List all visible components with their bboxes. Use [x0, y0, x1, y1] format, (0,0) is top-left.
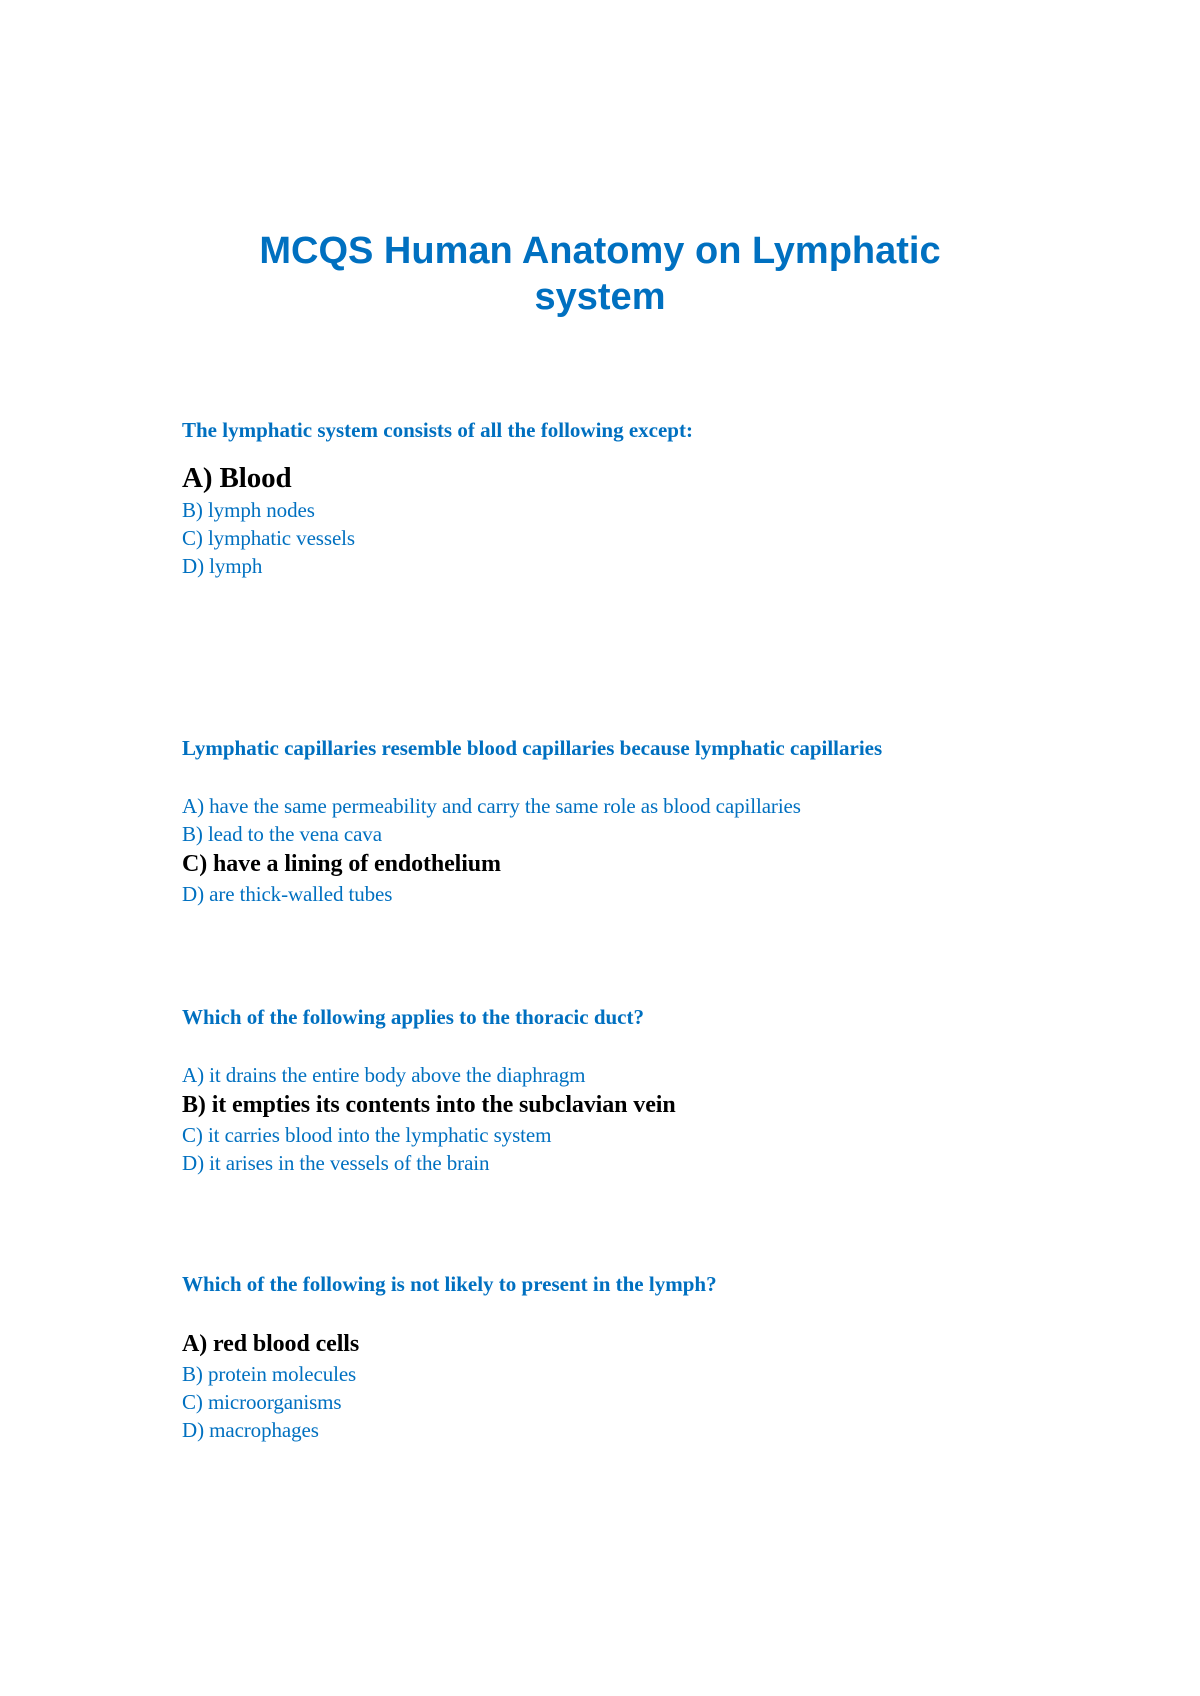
question-text: Which of the following is not likely to present in the lymph? [182, 1272, 717, 1296]
document-title [0, 228, 1200, 320]
option: C) it carries blood into the lymphatic system [182, 1123, 552, 1147]
option: D) macrophages [182, 1418, 319, 1442]
option: D) it arises in the vessels of the brain [182, 1151, 490, 1175]
option-correct: A) red blood cells [182, 1331, 360, 1357]
question-3 [182, 1003, 1142, 1177]
option: D) lymph [182, 554, 263, 578]
question-text: Which of the following applies to the thoracic duct? [182, 1005, 644, 1029]
option: B) protein molecules [182, 1362, 357, 1386]
options-list [182, 460, 1142, 580]
question-text: The lymphatic system consists of all the following except: [182, 418, 693, 442]
option: A) it drains the entire body above the diaphragm [182, 1063, 586, 1087]
option: C) microorganisms [182, 1390, 342, 1414]
options-list [182, 1328, 1142, 1444]
question-text: Lymphatic capillaries resemble blood capillaries because lymphatic capillaries [182, 736, 883, 760]
options-list [182, 792, 1142, 908]
option: A) have the same permeability and carry the same role as blood capillaries [182, 794, 801, 818]
question-1 [182, 416, 1142, 580]
title-line-2: system [534, 276, 666, 318]
option: B) lymph nodes [182, 498, 315, 522]
options-list [182, 1061, 1142, 1177]
option: B) lead to the vena cava [182, 822, 382, 846]
option: C) lymphatic vessels [182, 526, 355, 550]
option-correct: A) Blood [182, 462, 292, 494]
title-line-1: MCQS Human Anatomy on Lymphatic [259, 230, 941, 272]
option-correct: B) it empties its contents into the subclavian vein [182, 1092, 676, 1118]
question-2 [182, 734, 1142, 908]
option-correct: C) have a lining of endothelium [182, 851, 501, 877]
question-4 [182, 1270, 1142, 1444]
option: D) are thick-walled tubes [182, 882, 393, 906]
